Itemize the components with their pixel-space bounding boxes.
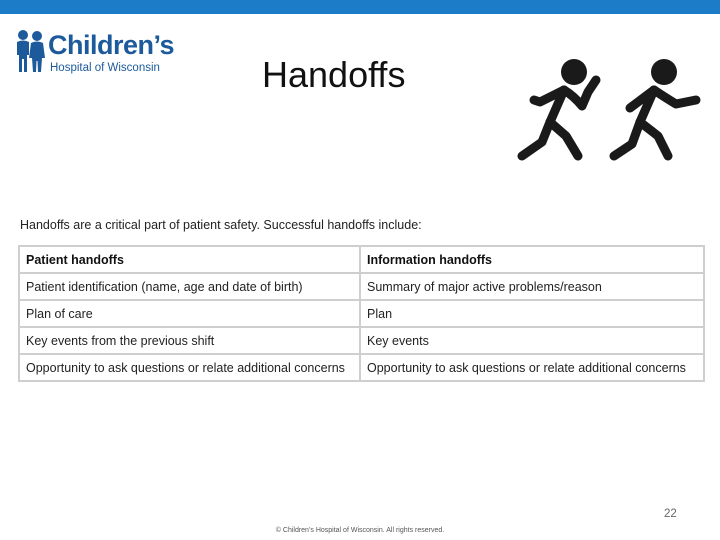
logo-subtitle: Hospital of Wisconsin: [50, 62, 160, 74]
table-cell: Plan of care: [19, 300, 360, 327]
table-cell: Plan: [360, 300, 704, 327]
table-row: [19, 327, 704, 354]
table-row: [19, 273, 704, 300]
hospital-logo: [14, 28, 174, 78]
table-cell: Key events from the previous shift: [19, 327, 360, 354]
table-cell: Opportunity to ask questions or relate additional concerns: [19, 354, 360, 381]
runner-left-icon: [522, 59, 596, 156]
table-row: [19, 300, 704, 327]
table-cell: Summary of major active problems/reason: [360, 273, 704, 300]
family-figures-icon: [14, 28, 48, 74]
page-number: 22: [664, 508, 677, 520]
header-information-handoffs: Information handoffs: [360, 246, 704, 273]
table-row: [19, 354, 704, 381]
logo-wordmark: Children’s: [48, 30, 175, 60]
table-cell: Patient identification (name, age and date of birth): [19, 273, 360, 300]
handoffs-table: [18, 245, 705, 382]
table-cell: Key events: [360, 327, 704, 354]
copyright-footer: © Children’s Hospital of Wisconsin. All rights reserved.: [275, 527, 445, 534]
slide-title: Handoffs: [262, 54, 406, 95]
relay-runners-icon: [512, 52, 704, 167]
header-patient-handoffs: Patient handoffs: [19, 246, 360, 273]
top-accent-bar: [0, 0, 720, 14]
table-header-row: [19, 246, 704, 273]
table-cell: Opportunity to ask questions or relate additional concerns: [360, 354, 704, 381]
runner-right-icon: [614, 59, 696, 156]
intro-text: Handoffs are a critical part of patient safety. Successful handoffs include:: [20, 218, 422, 232]
